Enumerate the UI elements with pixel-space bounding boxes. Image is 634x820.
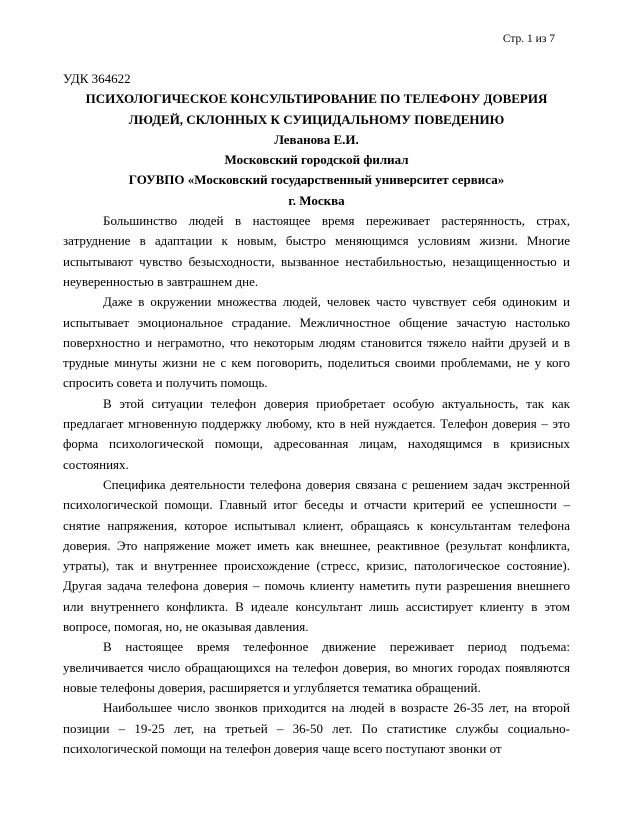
body-paragraph: Даже в окружении множества людей, человек часто чувствует себя одиноким и испытывает эмоциональное страдание. Межличностное общение зачастую настолько поверхностно и неграмотно, что некоторым людям становится тяжело найти друзей и в трудные минуты жизни не с кем поговорить, поделиться своими проблемами, не у кого спросить совета и получить помощь. (63, 294, 570, 391)
article-title-line-2: ЛЮДЕЙ, СКЛОННЫХ К СУИЦИДАЛЬНОМУ ПОВЕДЕНИЮ (128, 111, 505, 127)
body-paragraph: Большинство людей в настоящее время переживает растерянность, страх, затруднение в адаптации к новым, быстро меняющимся условиям жизни. Многие испытывают чувство безысходности, вызванное нестабильностью, незащищенностью и неуверенностью в завтрашнем дне. (63, 213, 570, 289)
body-paragraph: Специфика деятельности телефона доверия связана с решением задач экстренной психологической помощи. Главный итог беседы и отчасти критерий ее успешности – снятие напряжения, которое испытывал клиент, обращаясь к консультантам телефона доверия. Это напряжение может иметь как внешнее, реактивное (результат конфликта, утраты), так и внутреннее происхождение (стресс, кризис, патологическое состояние). Другая задача телефона доверия – помочь клиенту наметить пути разрешения внешнего или внутреннего конфликта. В идеале консультант лишь ассистирует клиенту в этом вопросе, помогая, но, не оказывая давления. (63, 476, 570, 635)
document-content (63, 69, 570, 759)
page-number-indicator: Стр. 1 из 7 (502, 33, 555, 45)
affiliation-line-1: Московский городской филиал (224, 152, 409, 168)
affiliation-line-2: ГОУВПО «Московский государственный университет сервиса» (128, 172, 505, 188)
article-title-line-1: ПСИХОЛОГИЧЕСКОЕ КОНСУЛЬТИРОВАНИЕ ПО ТЕЛЕФОНУ ДОВЕРИЯ (85, 91, 548, 107)
udk-code: УДК 364622 (63, 71, 131, 86)
body-paragraph: Наибольшее число звонков приходится на людей в возрасте 26-35 лет, на второй позиции – 19-25 лет, на третьей – 36-50 лет. По статистике службы социально-психологической помощи на телефон доверия чаще всего поступают звонки от (63, 700, 570, 756)
body-paragraph: В этой ситуации телефон доверия приобретает особую актуальность, так как предлагает мгновенную поддержку любому, кто в ней нуждается. Телефон доверия – это форма психологической помощи, адресованная лицам, находящимся в кризисных состояниях. (63, 395, 570, 472)
author-name: Леванова Е.И. (274, 131, 359, 147)
body-paragraph: В настоящее время телефонное движение переживает период подъема: увеличивается число обращающихся на телефон доверия, во многих городах появляются новые телефоны доверия, расширяется и углубляется тематика обращений. (63, 639, 570, 695)
affiliation-city: г. Москва (288, 192, 345, 208)
